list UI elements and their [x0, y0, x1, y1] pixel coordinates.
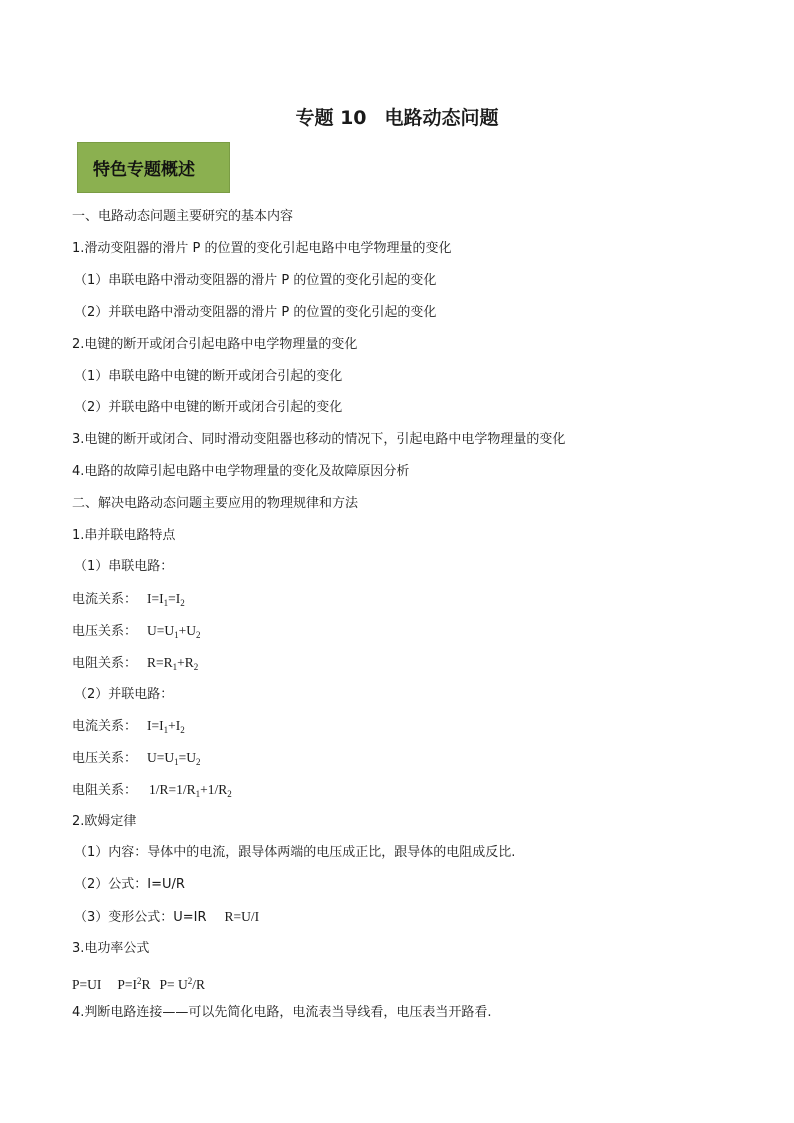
item-parallel-circuit: （2）并联电路： [74, 687, 174, 702]
page-title [0, 103, 794, 130]
power-formulas: P=UI $P=I^2R$ $P= U^2/R$ [72, 976, 206, 992]
item-series-circuit: （1）串联电路： [74, 559, 174, 574]
ohms-law-variants: （3）变形公式：U=IR R=U/I [74, 909, 260, 925]
item-circuit-features: 1.串并联电路特点 [72, 528, 176, 543]
series-resistance-formula: $R=R_1+R_2$ [147, 655, 199, 672]
item-slider-change: 1.滑动变阻器的滑片 P 的位置的变化引起电路中电学物理量的变化 [72, 241, 452, 256]
item-switch-series: （1）串联电路中电键的断开或闭合引起的变化 [74, 369, 343, 384]
item-ohms-law: 2.欧姆定律 [72, 814, 137, 829]
series-current-formula: $I=I_1=I_2$ [147, 591, 185, 608]
heading-methods: 二、解决电路动态问题主要应用的物理规律和方法 [72, 496, 359, 511]
title-topic-number: 专题 10 [295, 107, 367, 129]
series-voltage-formula: $U=U_1+U_2$ [147, 623, 201, 640]
series-voltage-relation: 电压关系： $U=U_1+U_2$ [72, 623, 201, 640]
parallel-resistance-formula: $1/R=1/R_1+1/R_2$ [149, 782, 232, 799]
item-slider-parallel: （2）并联电路中滑动变阻器的滑片 P 的位置的变化引起的变化 [74, 305, 437, 320]
series-resistance-relation: 电阻关系： $R=R_1+R_2$ [72, 655, 199, 672]
item-fault-analysis: 4.电路的故障引起电路中电学物理量的变化及故障原因分析 [72, 464, 410, 479]
ohms-law-formula: （2）公式：I=U/R [74, 877, 185, 892]
item-switch-parallel: （2）并联电路中电键的断开或闭合引起的变化 [74, 400, 343, 415]
ohms-law-content: （1）内容：导体中的电流，跟导体两端的电压成正比，跟导体的电阻成反比. [74, 845, 516, 860]
parallel-resistance-relation: 电阻关系： $1/R=1/R_1+1/R_2$ [72, 782, 232, 799]
parallel-voltage-relation: 电压关系： $U=U_1=U_2$ [72, 750, 201, 767]
parallel-voltage-formula: $U=U_1=U_2$ [147, 750, 201, 767]
title-topic-name: 电路动态问题 [384, 107, 499, 129]
parallel-current-formula: $I=I_1+I_2$ [147, 718, 185, 735]
item-slider-series: （1）串联电路中滑动变阻器的滑片 P 的位置的变化引起的变化 [74, 273, 437, 288]
heading-basic-content: 一、电路动态问题主要研究的基本内容 [72, 209, 294, 224]
item-switch-change: 2.电键的断开或闭合引起电路中电学物理量的变化 [72, 337, 358, 352]
section-banner: 特色专题概述 [77, 142, 230, 193]
item-switch-and-slider: 3.电键的断开或闭合、同时滑动变阻器也移动的情况下，引起电路中电学物理量的变化 [72, 432, 566, 447]
series-current-relation: 电流关系： $I=I_1=I_2$ [72, 591, 185, 608]
item-circuit-connection: 4.判断电路连接——可以先简化电路，电流表当导线看，电压表当开路看. [72, 1005, 492, 1020]
item-power-formula: 3.电功率公式 [72, 941, 150, 956]
parallel-current-relation: 电流关系： $I=I_1+I_2$ [72, 718, 185, 735]
